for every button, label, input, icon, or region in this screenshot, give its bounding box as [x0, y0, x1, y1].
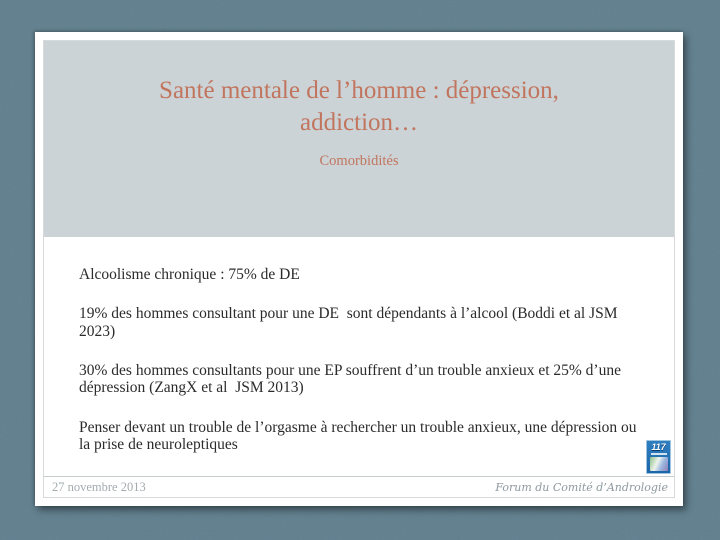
- paragraph-alcoolisme: Alcoolisme chronique : 75% de DE: [79, 266, 300, 283]
- logo-picture-thumbnail: [650, 457, 668, 471]
- title-band: [44, 41, 674, 237]
- slide-title: Santé mentale de l’homme : dépression, addiction…: [159, 77, 559, 136]
- paragraph-30-pourcent: 30% des hommes consultants pour une EP souffrent d’un trouble anxieux et 25% d’une dépression (ZangX et al JSM 2013): [79, 362, 625, 397]
- footer-date: 27 novembre 2013: [52, 479, 146, 494]
- slide-subtitle: Comorbidités: [319, 153, 399, 169]
- footer-credit: Forum du Comité d’Andrologie: [495, 480, 668, 494]
- slide-footer: [44, 476, 674, 497]
- logo-117-text: 117: [651, 442, 666, 452]
- congress-117-logo: [646, 440, 671, 474]
- paragraph-penser: Penser devant un trouble de l’orgasme à rechercher un trouble anxieux, une dépression ou la prise de neuroleptiques: [79, 418, 641, 454]
- slide: [35, 32, 683, 506]
- body-text-area: [44, 237, 674, 476]
- paragraph-19-pourcent: 19% des hommes consultant pour une DE sont dépendants à l’alcool (Boddi et al JSM 2023): [79, 305, 622, 340]
- slide-inner-frame: [43, 40, 675, 498]
- logo-bar-decoration: [651, 453, 667, 455]
